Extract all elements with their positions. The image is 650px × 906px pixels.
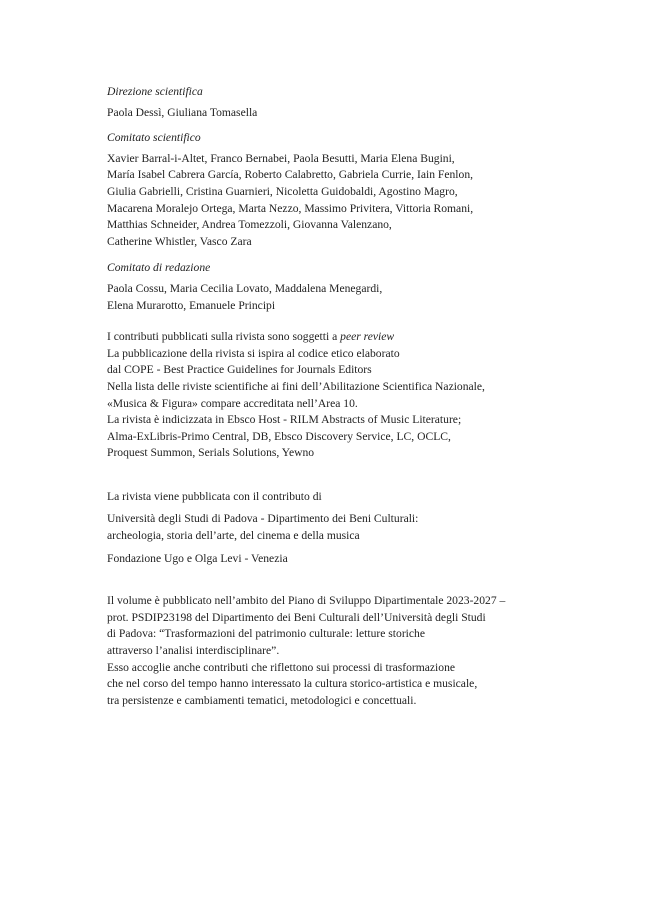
volume-line: attraverso l’analisi interdisciplinare”.: [107, 644, 280, 658]
universita-line: archeologia, storia dell’arte, del cinema e della musica: [107, 529, 360, 543]
comitato-scientifico-line: Macarena Moralejo Ortega, Marta Nezzo, Massimo Privitera, Vittoria Romani,: [107, 201, 474, 215]
fondazione-line: Fondazione Ugo e Olga Levi - Venezia: [107, 551, 288, 565]
comitato-redazione-heading: Comitato di redazione: [107, 261, 211, 275]
direzione-names: Paola Dessì, Giuliana Tomasella: [107, 105, 258, 119]
volume-line: Esso accoglie anche contributi che riflettono sui processi di trasformazione: [107, 660, 456, 674]
contributo-intro: La rivista viene pubblicata con il contributo di: [107, 489, 322, 503]
peer-review-italic: peer review: [340, 330, 395, 344]
comitato-scientifico-line: Xavier Barral-i-Altet, Franco Bernabei, Paola Besutti, Maria Elena Bugini,: [107, 151, 455, 165]
comitato-scientifico-line: Catherine Whistler, Vasco Zara: [107, 234, 252, 248]
volume-line: prot. PSDIP23198 del Dipartimento dei Beni Culturali dell’Università degli Studi: [107, 610, 486, 624]
info-line: Proquest Summon, Serials Solutions, Yewno: [107, 446, 315, 460]
info-line: Nella lista delle riviste scientifiche ai fini dell’Abilitazione Scientifica Nazionale,: [107, 379, 485, 393]
info-line: La rivista è indicizzata in Ebsco Host - RILM Abstracts of Music Literature;: [107, 413, 462, 427]
info-line: «Musica & Figura» compare accreditata nell’Area 10.: [107, 396, 358, 410]
comitato-scientifico-line: María Isabel Cabrera García, Roberto Calabretto, Gabriela Currie, Iain Fenlon,: [107, 168, 474, 182]
info-line: Alma-ExLibris-Primo Central, DB, Ebsco Discovery Service, LC, OCLC,: [107, 429, 451, 443]
universita-line: Università degli Studi di Padova - Dipartimento dei Beni Culturali:: [107, 512, 419, 526]
comitato-scientifico-line: Matthias Schneider, Andrea Tomezzoli, Giovanna Valenzano,: [107, 218, 392, 232]
volume-line: che nel corso del tempo hanno interessato la cultura storico-artistica e musicale,: [107, 677, 478, 691]
info-line: dal COPE - Best Practice Guidelines for Journals Editors: [107, 363, 372, 377]
comitato-redazione-line: Elena Murarotto, Emanuele Principi: [107, 298, 276, 312]
volume-line: Il volume è pubblicato nell’ambito del Piano di Sviluppo Dipartimentale 2023-2027 –: [107, 594, 506, 608]
volume-line: di Padova: “Trasformazioni del patrimonio culturale: letture storiche: [107, 627, 425, 641]
colophon-text: [107, 84, 567, 709]
peer-review-line: I contributi pubblicati sulla rivista sono soggetti a peer review: [107, 330, 395, 344]
comitato-scientifico-heading: Comitato scientifico: [107, 131, 201, 145]
volume-line: tra persistenze e cambiamenti tematici, metodologici e concettuali.: [107, 693, 417, 707]
direzione-heading: Direzione scientifica: [107, 85, 203, 98]
info-line: La pubblicazione della rivista si ispira al codice etico elaborato: [107, 346, 400, 360]
comitato-scientifico-line: Giulia Gabrielli, Cristina Guarnieri, Nicoletta Guidobaldi, Agostino Magro,: [107, 184, 458, 198]
comitato-redazione-line: Paola Cossu, Maria Cecilia Lovato, Maddalena Menegardi,: [107, 281, 383, 295]
